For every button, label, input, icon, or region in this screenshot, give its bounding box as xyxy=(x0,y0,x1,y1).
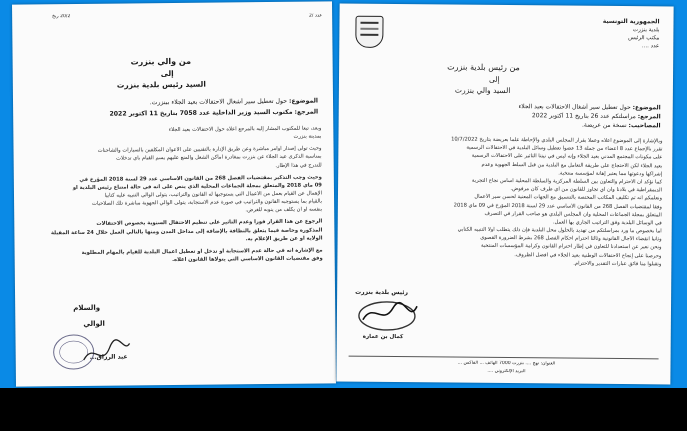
signatory-name: عبد الرزاق... xyxy=(89,353,128,361)
reply-body-line: ونحن نعبر عن استعدادنا للتعاون في إطار احترام القانون وكرامة المؤسسات المنتخبة xyxy=(480,243,662,251)
body-line: مع الإشارة أنه في حالة عدم الاستجابة أو تدخل أو تعطيل أعمال البلدية للقيام بالمهام المطلوبة xyxy=(81,247,323,256)
municipality-stamp-signature xyxy=(347,296,427,337)
reply-reference-label: المرجع: xyxy=(637,113,661,121)
reference-text: مكتوب السيد وزير الداخلية عدد 7058 بتاريخ 11 أكتوبر 2022 xyxy=(109,108,293,118)
date-reference: 20/2 ريخ xyxy=(52,14,71,20)
letter-to-label: إلى xyxy=(160,68,174,79)
reply-body-line: تقرر بالإجماع عدد 8 أعضاء من جملة 13 عضوا تعطيل وسائل البلدية في الاحتفالات الرسمية xyxy=(466,144,663,153)
reply-reference-line xyxy=(439,111,661,120)
reference-label: المرجع: xyxy=(294,108,319,116)
body-line: وحيث تولى إصدار أوامر مباشرة وعن طريق الإدارة بالتقنيين على الأعوان المكلفين بالسيارات والشاحنات xyxy=(97,145,322,154)
reply-attachment-line xyxy=(439,120,661,129)
body-line: الإهمال عن القيام بعمل من الأعمال التي يستوجبها له القانون والتراتيب، يتولى الوالي التنبيه عليه كتابيا xyxy=(104,190,323,199)
letter-from: من والي بنزرت xyxy=(130,56,192,67)
reply-body-line: وثانيا انقضاء الآجال القانونية وثالثا احترام أحكام الفصل 268 بشرط الضرورة القصوى xyxy=(480,235,662,243)
footer-line: البريد الإلكتروني .... xyxy=(487,368,526,375)
reply-to-label: إلى xyxy=(488,74,500,84)
closing-salutation: والسلام xyxy=(73,303,101,313)
letter-addressee: السيد رئيس بلدية بنزرت xyxy=(116,79,206,90)
reply-subject-label: الموضوع: xyxy=(632,104,661,112)
bottom-black-strip xyxy=(0,388,687,431)
reply-addressee: السيد والي بنزرت xyxy=(454,85,511,96)
body-line: بمناسبة الذكرى عيد الجلاء عن بنزرت بمغادرة أماكن الشغل والمنع عليهم يسم القيام بأي تدخلات xyxy=(116,153,322,162)
reply-body-line: وحرصنا على إنجاح الاحتفالات الوطنية بعيد الجلاء في أفضل الظروف. xyxy=(514,251,662,259)
footer-divider xyxy=(349,356,659,360)
reply-body-line: الديمقراطية في بلادنا وأن أي تجاوز للقانون من أي طرف كان مرفوض. xyxy=(510,186,663,194)
governor-letter-page xyxy=(12,1,336,386)
body-line: وبعد، تبعا للمكتوب المشار إليه بالمرجع أعلاه حول الاحتفالات بعيد الجلاء xyxy=(168,125,322,134)
body-line: المذكورة وخاصة فيما يتعلق بالنظافة بالإضافة إلى مداخل المدن ومنها بالتالي العمل خلال 24 ساعة المقبلة xyxy=(50,226,323,236)
subject-label: الموضوع: xyxy=(288,97,319,105)
body-line: وفق مقتضيات القانون الأساسي التي يتولاها القانون اعلاه. xyxy=(172,255,323,263)
reply-body-line: في الوسائل البلدية وفق التراتيب الجاري بها العمل. xyxy=(552,219,662,227)
signatory-title: الوالي xyxy=(83,319,105,328)
reply-from: من رئيس بلدية بنزرت xyxy=(447,62,520,73)
reply-body-line: ونعلمكم أنه تم تكليف المكاتب المختصة بالتنسيق مع الجهات المعنية لحسن سير الأعمال xyxy=(474,194,662,202)
tunisia-crest-icon xyxy=(355,16,383,48)
reply-subject-line xyxy=(439,102,661,111)
footer-line: العنوان: نهج .... بنزرت 7000 الهاتف ... الفاكس ... xyxy=(457,360,556,367)
reply-body-line: أما بخصوص ما ورد بمراسلتكم من تهديد بالحلول محل البلدية فإن ذلك يتطلب أولا التنبيه الكتابي xyxy=(457,226,662,235)
body-line: للتدرج في هذا الإطار. xyxy=(275,162,322,169)
reply-body xyxy=(349,136,662,270)
body-line: بنفسه أو أن يكلف من ينوبه للغرض. xyxy=(245,206,323,214)
header-line: عدد .... xyxy=(641,43,660,50)
reply-body-line: بعيد الجلاء لكن الاحتجاج على طريقة التعامل مع البلدية من قبل السلط الجهوية وعدم xyxy=(481,161,663,169)
reply-body-line: وتقبلوا منا فائق عبارات التقدير والاحترام. xyxy=(573,260,662,268)
reply-body-line: المتعلق بمجلة الجماعات المحلية وأن المجلس البلدي هو صاحب القرار في التصرف xyxy=(484,210,662,219)
reference-line xyxy=(33,108,318,118)
body-line: بالقيام بما يستوجبه القانون والتراتيب في صورة عدم الاستجابة، يتولى الوالي الجهوية مباشرة تلك الصلاحيات xyxy=(92,198,323,207)
municipality-reply-page xyxy=(336,4,673,385)
reply-body-line: كما نؤكد أن الاحترام والتعاون بين السلطة المركزية والسلطة المحلية أساس نجاح التجربة xyxy=(471,177,663,186)
official-stamp-signature xyxy=(43,329,133,372)
body-line: 09 ماي 2018 والمتعلق بمجلة الجماعات المحلية الذي ينص على أنه في حالة امتناع رئيس البلدية أو xyxy=(72,182,322,191)
body-line: الرجوع عن هذا القرار فورا وعدم التأثير على تنظيم الاحتفال السنوية بخصوص الاحتفالات xyxy=(96,218,323,228)
header-line: بلدية بنزرت xyxy=(632,27,660,34)
reply-body-line: إشراكها ودعوتها مما يعتبر إهانة لمؤسسة منتخبة. xyxy=(558,170,663,178)
reply-closing-title: رئيس بلدية بنزرت xyxy=(355,288,408,297)
reply-signatory-name: كمال بن عمارة xyxy=(362,333,404,341)
body-line: الولاية أو عن طريق الإعلام به. xyxy=(245,235,323,242)
reply-body-line: وفقا لمقتضيات الفصل 268 من القانون الأساسي عدد 29 لسنة 2018 المؤرخ في 09 ماي 2018 xyxy=(453,202,662,210)
reply-subject-text: حول تعطيل سير أشغال الاحتفالات بعيد الجلاء xyxy=(518,103,631,112)
reply-body-line: وبالإشارة إلى الموضوع أعلاه وعملا بقرار المجلس البلدي والإحاطة علما بعريضة بتاريخ 10/7/2022 xyxy=(451,136,663,145)
letter-body xyxy=(29,125,322,266)
body-line: وحيث وجب التذكير بمقتضيات الفصل 268 من القانون الأساسي عدد 29 لسنة 2018 المؤرخ في xyxy=(79,174,322,183)
document-number: عدد /2 xyxy=(308,13,323,19)
body-line: بمدينة بنزرت xyxy=(293,133,322,140)
reply-attachment-label: المصاحيب: xyxy=(628,122,661,130)
header-line: مكتب الرئيس xyxy=(628,35,660,42)
subject-text: حول تعطيل سير أشغال الاحتفالات بعيد الجلاء ببنزرت. xyxy=(149,97,288,107)
reply-reference-text: مراسلتكم عدد 26 بتاريخ 11 أكتوبر 2022 xyxy=(531,112,636,121)
reply-body-line: على مكونات المجتمع المدني بعيد الجلاء وإنه ليس في نيتنا التأثير على الاحتفالات الرسمية xyxy=(471,153,663,161)
header-line: الجمهورية التونسية xyxy=(602,17,660,26)
subject-line xyxy=(33,97,318,107)
reply-attachment-text: نسخة من عريضة. xyxy=(582,121,627,130)
